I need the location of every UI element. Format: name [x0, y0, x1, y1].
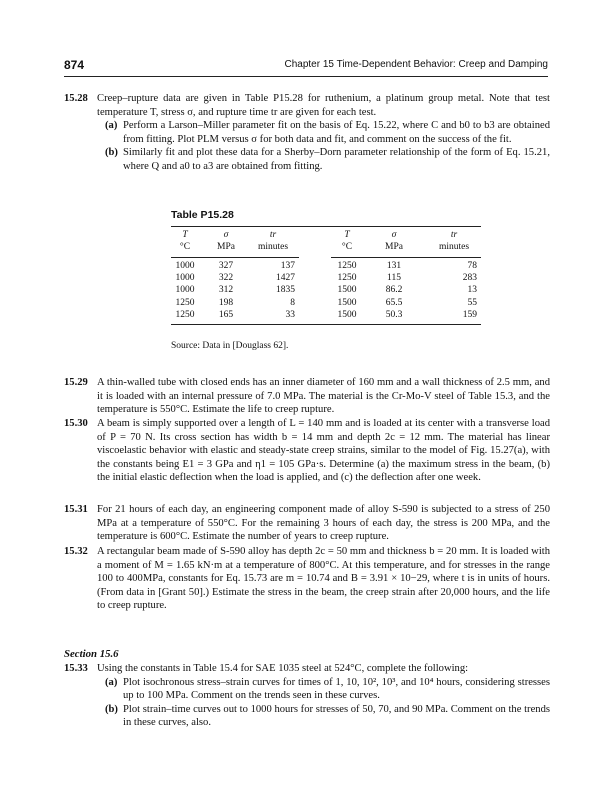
- problem-part-a: [97, 676, 550, 703]
- table-cell: 1427: [276, 273, 295, 284]
- table-cell: 1000: [175, 285, 195, 296]
- table-bottom-rule: [171, 324, 481, 325]
- table-cell: 283: [462, 273, 477, 284]
- table-cell: 1500: [337, 309, 357, 320]
- problem-number: 15.28: [64, 93, 88, 104]
- table-row: [171, 261, 481, 273]
- table-cell: 78: [467, 261, 477, 271]
- table-header-row: [171, 230, 481, 242]
- table-unit: °C: [341, 241, 353, 252]
- table-unit: minutes: [257, 241, 289, 252]
- table-cell: 198: [218, 297, 234, 308]
- problem-part-b: [97, 146, 550, 173]
- table-unit: MPa: [385, 241, 403, 252]
- table-cell: 1250: [175, 297, 195, 308]
- part-text: Perform a Larson–Miller parameter fit on the basis of Eq. 15.22, where C and b0 to b3 are obtained from fitting. Plot PLM versus σ for both data and fit, and comment on the success of the fit.: [123, 120, 550, 145]
- problem-text: Using the constants in Table 15.4 for SAE 1035 steel at 524°C, complete the following:: [97, 663, 469, 674]
- table-cell: 1835: [276, 285, 295, 296]
- problem-number: 15.33: [64, 663, 88, 674]
- table-cell: 327: [218, 261, 234, 271]
- part-text: Plot strain–time curves out to 1000 hours for stresses of 50, 70, and 90 MPa. Comment on the trends in these curves, also.: [123, 703, 550, 729]
- table-cell: 1250: [175, 309, 195, 320]
- table-header: T: [182, 230, 188, 240]
- table-cell: 65.5: [385, 297, 403, 308]
- table-cell: 1500: [337, 285, 357, 296]
- table-cell: 33: [285, 309, 295, 320]
- table-row: [171, 298, 481, 310]
- problem-15-29: [64, 376, 550, 417]
- problem-15-33: [64, 662, 550, 730]
- problem-text: For 21 hours of each day, an engineering component made of alloy S-590 is subjected to a stress of 250 MPa at a temperature of 550°C. For the remaining 3 hours of each day, the stress is 200 MPa, and the temperature is 600°C. Estimate the number of years to creep rupture.: [97, 504, 550, 543]
- table-cell: 8: [290, 297, 295, 308]
- problem-part-b: [97, 703, 550, 730]
- table-header: tr: [450, 230, 458, 240]
- table-cell: 137: [280, 261, 295, 271]
- table-header: T: [344, 230, 350, 240]
- table-unit: °C: [179, 241, 191, 252]
- chapter-title: Chapter 15 Time-Dependent Behavior: Creep and Damping: [284, 59, 548, 70]
- table-cell: 322: [218, 273, 234, 284]
- table-header: σ: [223, 230, 229, 240]
- table-cell: 312: [218, 285, 234, 296]
- part-label: (a): [105, 676, 118, 688]
- table-header: σ: [391, 230, 397, 240]
- part-label: (a): [105, 120, 118, 132]
- problem-number: 15.30: [64, 418, 88, 429]
- table-units-row: [171, 242, 481, 254]
- problem-15-30: [64, 417, 550, 485]
- table-mid-rule: [171, 257, 481, 258]
- problem-number: 15.31: [64, 504, 88, 515]
- problem-text: A thin-walled tube with closed ends has an inner diameter of 160 mm and a wall thickness of 2.5 mm, and it is loaded with an internal pressure of 7.0 MPa. The material is the Cr-Mo-V steel of Table 15.3, and the temperature is 550°C. Estimate the life to creep rupture.: [97, 377, 550, 416]
- part-label: (b): [105, 147, 118, 159]
- table-row: [171, 273, 481, 285]
- table-cell: 1000: [175, 261, 195, 271]
- table-caption: Table P15.28: [171, 209, 234, 221]
- problem-number: 15.29: [64, 377, 88, 388]
- table-cell: 50.3: [385, 309, 403, 320]
- table-cell: 131: [386, 261, 402, 271]
- table-cell: 1250: [337, 261, 357, 271]
- table-cell: 159: [462, 309, 477, 320]
- part-text: Plot isochronous stress–strain curves for times of 1, 10, 10², 10³, and 10⁴ hours, considering stresses up to 100 MPa. Comment on the trends seen in these curves.: [123, 676, 550, 702]
- table-row: [171, 285, 481, 297]
- problem-text: Creep–rupture data are given in Table P15.28 for ruthenium, a platinum group metal. Note that test temperature T, stress σ, and rupture time tr are given for each test.: [97, 93, 550, 118]
- table-cell: 1500: [337, 297, 357, 308]
- table-unit: MPa: [217, 241, 235, 252]
- table-top-rule: [171, 226, 481, 227]
- table-cell: 86.2: [385, 285, 403, 296]
- problem-15-28: [64, 92, 550, 174]
- table-header: tr: [269, 230, 277, 240]
- table-cell: 1250: [337, 273, 357, 284]
- table-cell: 13: [467, 285, 477, 296]
- header-rule: [64, 76, 548, 77]
- page-header: [64, 58, 548, 76]
- problem-part-a: [97, 119, 550, 146]
- page-number: 874: [64, 58, 85, 72]
- table-cell: 55: [467, 297, 477, 308]
- problem-number: 15.32: [64, 546, 88, 557]
- section-title: Section 15.6: [64, 648, 119, 660]
- table-cell: 115: [387, 273, 401, 284]
- table-cell: 1000: [175, 273, 195, 284]
- problem-text: A rectangular beam made of S-590 alloy has depth 2c = 50 mm and thickness b = 20 mm. It is loaded with a moment of M = 1.65 kN·m at a temperature of 800°C. At this temperature, and for stresses in the range 100 to 400MPa, constants for Eq. 15.73 are m = 10.74 and B = 3.91 × 10−29, where t is in units of hours. (From data in [Grant 50].) Estimate the stress in the beam, the creep strain after 20,000 hours, and the life to creep rupture.: [97, 546, 550, 612]
- problem-text: A beam is simply supported over a length of L = 140 mm and is loaded at its center with a transverse load of P = 70 N. Its cross section has width b = 14 mm and depth 2c = 12 mm. The material has linear viscoelastic behavior with elastic and steady-state creep strains, similar to the model of Fig. 15.27(a), with the constants being E1 = 3 GPa and η1 = 105 GPa·s. Determine (a) the maximum stress in the beam, (b) the initial elastic deflection when the load is applied, and (c) the deflection after one week.: [97, 418, 550, 484]
- table-unit: minutes: [438, 241, 470, 252]
- problem-15-31: [64, 503, 550, 544]
- table-cell: 165: [218, 309, 234, 320]
- part-text: Similarly fit and plot these data for a Sherby–Dorn parameter relationship of the form of Eq. 15.21, where Q and a0 to a3 are obtained from fitting.: [123, 147, 550, 172]
- part-label: (b): [105, 703, 118, 715]
- problem-15-32: [64, 545, 550, 613]
- table-row: [171, 310, 481, 322]
- table-source: Source: Data in [Douglass 62].: [171, 341, 289, 351]
- data-table: [171, 226, 481, 325]
